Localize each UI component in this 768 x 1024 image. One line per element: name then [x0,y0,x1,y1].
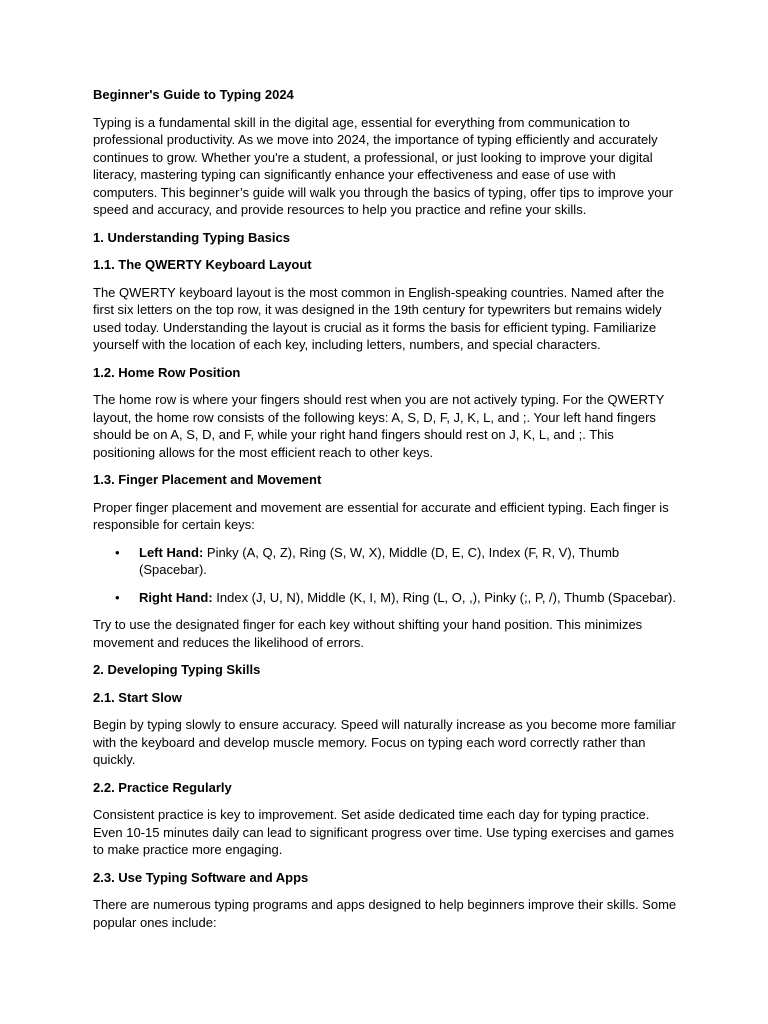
section-1-3-paragraph: Proper finger placement and movement are essential for accurate and efficient typing. Each finger is responsible for certain keys: [93,499,669,532]
bullet-icon: • [115,589,120,605]
section-2-1-paragraph: Begin by typing slowly to ensure accuracy. Speed will naturally increase as you become more familiar with the keyboard and develop muscle memory. Focus on typing each word correctly rather than quickly. [93,717,676,767]
section-2-1-heading: 2.1. Start Slow [93,689,182,705]
list-item-right-hand [115,589,678,607]
section-1-3-after-paragraph: Try to use the designated finger for each key without shifting your hand position. This minimizes movement and reduces the likelihood of errors. [93,617,643,650]
list-item-lead: Left Hand: [139,544,204,560]
intro-paragraph: Typing is a fundamental skill in the digital age, essential for everything from communication to professional productivity. As we move into 2024, the importance of typing efficiently and accurately continues to grow. Whether you're a student, a professional, or just looking to improve your digital literacy, mastering typing can significantly enhance your effectiveness and ease of use with computers. This beginner’s guide will walk you through the basics of typing, offer tips to improve your speed and accuracy, and provide resources to help you practice and refine your skills. [93,114,674,217]
list-item-left-hand [115,544,678,579]
section-1-3-heading: 1.3. Finger Placement and Movement [93,472,322,487]
section-1-heading: 1. Understanding Typing Basics [93,229,290,245]
section-2-2-heading: 2.2. Practice Regularly [93,779,232,795]
section-1-1-heading: 1.1. The QWERTY Keyboard Layout [93,257,312,272]
section-2-3-paragraph: There are numerous typing programs and apps designed to help beginners improve their skills. Some popular ones include: [93,897,677,930]
section-1-2-paragraph: The home row is where your fingers should rest when you are not actively typing. For the QWERTY layout, the home row consists of the following keys: A, S, D, F, J, K, L, and ;. Your left hand fingers should be on A, S, D, and F, while your right hand fingers should rest on J, K, L, and ;. This positioning allows for the most efficient reach to other keys. [93,392,665,460]
bullet-icon: • [115,544,120,560]
finger-assignment-list [93,544,678,607]
list-item-lead: Right Hand: [139,589,213,605]
section-1-2-heading: 1.2. Home Row Position [93,364,241,380]
section-2-2-paragraph: Consistent practice is key to improvement. Set aside dedicated time each day for typing practice. Even 10-15 minutes daily can lead to significant progress over time. Use typing exercises and games to make practice more engaging. [93,807,674,857]
section-2-3-heading: 2.3. Use Typing Software and Apps [93,869,309,885]
section-1-1-paragraph: The QWERTY keyboard layout is the most common in English-speaking countries. Named after the first six letters on the top row, it was designed in the 19th century for typewriters but remains widely used today. Understanding the layout is crucial as it forms the basis for efficient typing. Familiarize yourself with the location of each key, including letters, numbers, and special characters. [93,284,665,352]
document-title: Beginner's Guide to Typing 2024 [93,87,294,102]
list-item-text: Index (J, U, N), Middle (K, I, M), Ring (L, O, ,), Pinky (;, P, /), Thumb (Spacebar). [212,589,676,605]
list-item-text: Pinky (A, Q, Z), Ring (S, W, X), Middle (D, E, C), Index (F, R, V), Thumb (Spacebar). [139,544,620,577]
section-2-heading: 2. Developing Typing Skills [93,662,261,677]
document-page [93,86,678,941]
